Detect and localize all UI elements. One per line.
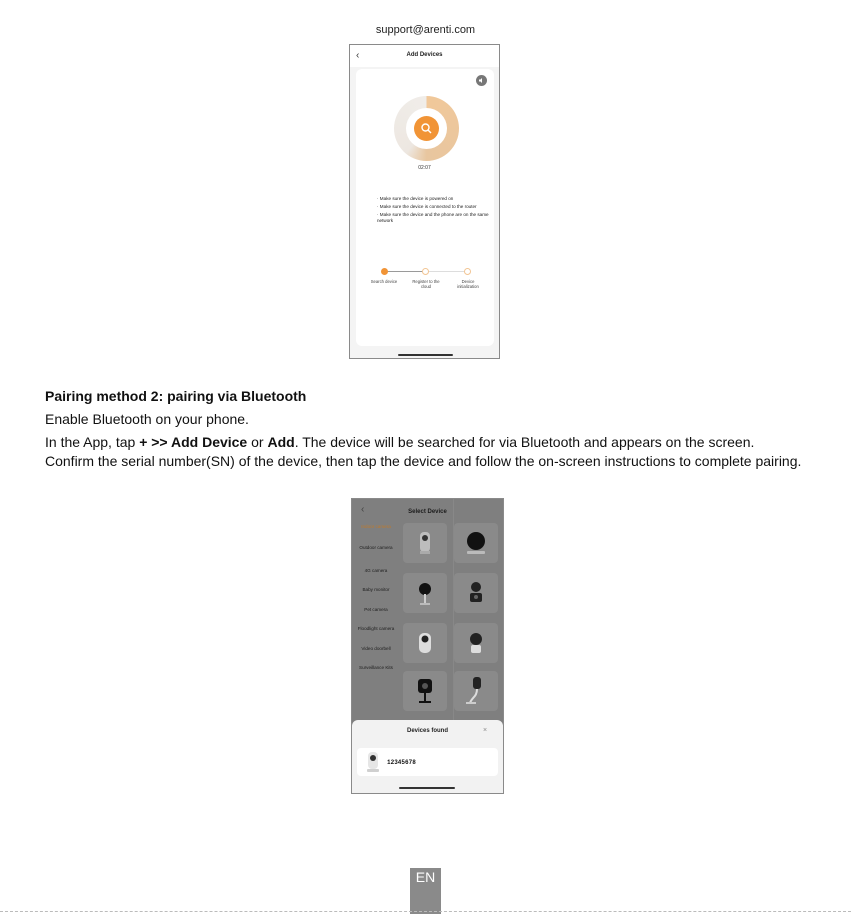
instruction-paragraph: Enable Bluetooth on your phone. <box>45 411 249 427</box>
step-connector <box>428 271 468 272</box>
category-indoor-camera[interactable]: Indoor camera <box>361 524 391 529</box>
device-tile[interactable] <box>403 623 447 663</box>
language-tab: EN <box>410 868 441 914</box>
step-dot-register <box>422 268 429 275</box>
step-connector <box>384 271 427 272</box>
category-pet-camera[interactable]: Pet camera <box>364 607 388 612</box>
screen-title: Add Devices <box>406 52 443 58</box>
speaker-mute-icon[interactable] <box>476 75 487 86</box>
page-edge-divider <box>0 911 851 912</box>
step-label: Device initialization <box>457 279 479 289</box>
support-email: support@arenti.com <box>375 24 476 36</box>
select-device-screenshot <box>351 498 504 794</box>
tip-item: · Make sure the device is powered on <box>377 196 454 201</box>
device-tile[interactable] <box>454 671 498 711</box>
device-tile[interactable] <box>454 523 498 563</box>
devices-found-title: Devices found <box>406 728 448 734</box>
add-devices-screenshot <box>349 44 500 359</box>
instruction-paragraph: In the App, tap + >> Add Device or Add. The device will be searched for via Bluetooth and appears on the screen. Confirm the serial number(SN) of the device, then tap the device and follow the on-screen instructions to complete pairing. <box>45 434 802 469</box>
tips-list <box>377 196 492 226</box>
screen-title: Select Device <box>408 509 447 515</box>
close-icon[interactable]: × <box>483 727 488 734</box>
step-label: Register to the cloud <box>412 279 440 289</box>
device-tile[interactable] <box>403 573 447 613</box>
countdown-timer: 02:07 <box>418 165 431 171</box>
category-outdoor-camera[interactable]: Outdoor camera <box>359 545 393 550</box>
step-label: Search device <box>370 279 398 284</box>
home-indicator <box>398 354 453 356</box>
device-serial-number: 12345678 <box>387 759 416 766</box>
tip-item: · Make sure the device and the phone are on the same network <box>377 212 489 223</box>
category-floodlight-camera[interactable]: Floodlight camera <box>357 626 395 631</box>
home-indicator <box>399 787 455 789</box>
tip-item: · Make sure the device is connected to the router <box>377 204 477 209</box>
device-tile[interactable] <box>454 573 498 613</box>
back-chevron-icon[interactable]: ‹ <box>356 50 360 61</box>
found-device-item[interactable] <box>357 748 498 776</box>
step-dot-initialize <box>464 268 471 275</box>
category-video-doorbell[interactable]: Video doorbell <box>361 646 391 651</box>
device-tile[interactable] <box>403 523 447 563</box>
device-tile[interactable] <box>454 623 498 663</box>
category-4g-camera[interactable]: 4G camera <box>364 568 388 573</box>
category-surveillance-kits[interactable]: Surveillance Kits <box>359 665 393 670</box>
column-divider <box>453 499 454 720</box>
step-dot-search <box>381 268 388 275</box>
device-tile[interactable] <box>403 671 447 711</box>
category-baby-monitor[interactable]: Baby monitor <box>362 587 390 592</box>
search-icon <box>414 116 439 141</box>
back-chevron-icon[interactable]: ‹ <box>361 504 365 515</box>
section-heading: Pairing method 2: pairing via Bluetooth <box>45 388 307 404</box>
